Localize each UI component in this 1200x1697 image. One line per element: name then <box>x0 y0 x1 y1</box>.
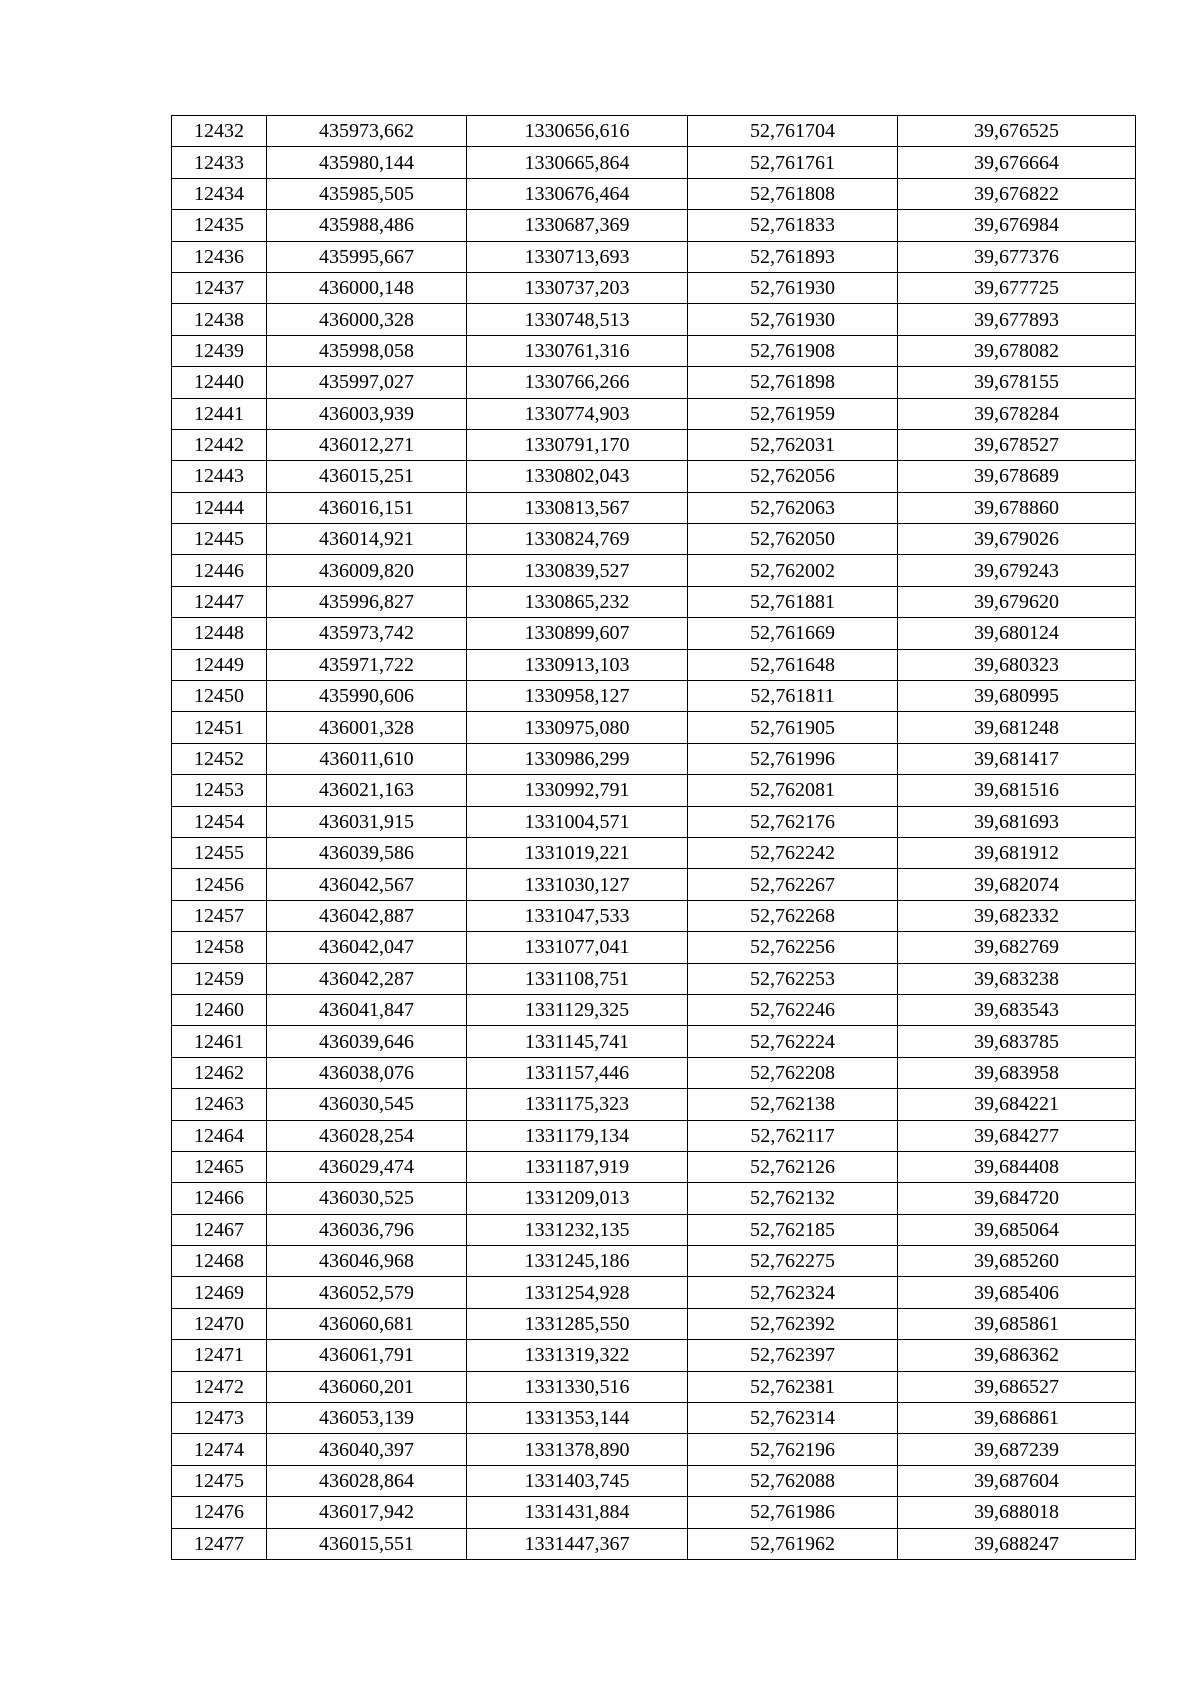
table-row <box>172 367 1136 398</box>
table-row <box>172 524 1136 555</box>
table-row <box>172 555 1136 586</box>
latitude-cell: 52,761962 <box>688 1528 898 1559</box>
table-row <box>172 116 1136 147</box>
x-coordinate-cell: 436042,887 <box>267 900 467 931</box>
y-coordinate-cell: 1330975,080 <box>467 712 688 743</box>
longitude-cell: 39,684408 <box>898 1151 1136 1182</box>
longitude-cell: 39,677725 <box>898 272 1136 303</box>
x-coordinate-cell: 436001,328 <box>267 712 467 743</box>
point-number-cell: 12449 <box>172 649 267 680</box>
point-number-cell: 12464 <box>172 1120 267 1151</box>
x-coordinate-cell: 435997,027 <box>267 367 467 398</box>
table-row <box>172 1214 1136 1245</box>
longitude-cell: 39,678082 <box>898 335 1136 366</box>
point-number-cell: 12467 <box>172 1214 267 1245</box>
longitude-cell: 39,685260 <box>898 1246 1136 1277</box>
latitude-cell: 52,761905 <box>688 712 898 743</box>
longitude-cell: 39,687239 <box>898 1434 1136 1465</box>
point-number-cell: 12442 <box>172 429 267 460</box>
table-row <box>172 649 1136 680</box>
x-coordinate-cell: 436036,796 <box>267 1214 467 1245</box>
point-number-cell: 12445 <box>172 524 267 555</box>
latitude-cell: 52,761833 <box>688 210 898 241</box>
point-number-cell: 12447 <box>172 586 267 617</box>
latitude-cell: 52,762268 <box>688 900 898 931</box>
point-number-cell: 12461 <box>172 1026 267 1057</box>
latitude-cell: 52,761761 <box>688 147 898 178</box>
latitude-cell: 52,762246 <box>688 994 898 1025</box>
x-coordinate-cell: 436011,610 <box>267 743 467 774</box>
x-coordinate-cell: 435973,662 <box>267 116 467 147</box>
latitude-cell: 52,762126 <box>688 1151 898 1182</box>
table-row <box>172 712 1136 743</box>
longitude-cell: 39,676525 <box>898 116 1136 147</box>
longitude-cell: 39,685064 <box>898 1214 1136 1245</box>
y-coordinate-cell: 1330665,864 <box>467 147 688 178</box>
point-number-cell: 12439 <box>172 335 267 366</box>
y-coordinate-cell: 1330899,607 <box>467 618 688 649</box>
longitude-cell: 39,683238 <box>898 963 1136 994</box>
latitude-cell: 52,761959 <box>688 398 898 429</box>
latitude-cell: 52,762275 <box>688 1246 898 1277</box>
y-coordinate-cell: 1330774,903 <box>467 398 688 429</box>
longitude-cell: 39,688018 <box>898 1497 1136 1528</box>
x-coordinate-cell: 435988,486 <box>267 210 467 241</box>
y-coordinate-cell: 1330791,170 <box>467 429 688 460</box>
longitude-cell: 39,676664 <box>898 147 1136 178</box>
longitude-cell: 39,681912 <box>898 837 1136 868</box>
point-number-cell: 12438 <box>172 304 267 335</box>
point-number-cell: 12454 <box>172 806 267 837</box>
latitude-cell: 52,761808 <box>688 178 898 209</box>
y-coordinate-cell: 1330656,616 <box>467 116 688 147</box>
longitude-cell: 39,685861 <box>898 1308 1136 1339</box>
y-coordinate-cell: 1331378,890 <box>467 1434 688 1465</box>
x-coordinate-cell: 436042,567 <box>267 869 467 900</box>
table-row <box>172 1308 1136 1339</box>
latitude-cell: 52,762185 <box>688 1214 898 1245</box>
point-number-cell: 12451 <box>172 712 267 743</box>
point-number-cell: 12435 <box>172 210 267 241</box>
y-coordinate-cell: 1331187,919 <box>467 1151 688 1182</box>
x-coordinate-cell: 436028,254 <box>267 1120 467 1151</box>
latitude-cell: 52,762242 <box>688 837 898 868</box>
latitude-cell: 52,761648 <box>688 649 898 680</box>
longitude-cell: 39,678527 <box>898 429 1136 460</box>
point-number-cell: 12474 <box>172 1434 267 1465</box>
table-row <box>172 1528 1136 1559</box>
x-coordinate-cell: 435990,606 <box>267 681 467 712</box>
longitude-cell: 39,679026 <box>898 524 1136 555</box>
latitude-cell: 52,762031 <box>688 429 898 460</box>
longitude-cell: 39,677376 <box>898 241 1136 272</box>
x-coordinate-cell: 435998,058 <box>267 335 467 366</box>
table-row <box>172 743 1136 774</box>
point-number-cell: 12473 <box>172 1403 267 1434</box>
x-coordinate-cell: 436015,551 <box>267 1528 467 1559</box>
point-number-cell: 12466 <box>172 1183 267 1214</box>
table-row <box>172 304 1136 335</box>
x-coordinate-cell: 436041,847 <box>267 994 467 1025</box>
x-coordinate-cell: 436039,586 <box>267 837 467 868</box>
table-row <box>172 1089 1136 1120</box>
longitude-cell: 39,686861 <box>898 1403 1136 1434</box>
latitude-cell: 52,761704 <box>688 116 898 147</box>
x-coordinate-cell: 436046,968 <box>267 1246 467 1277</box>
table-row <box>172 806 1136 837</box>
x-coordinate-cell: 435995,667 <box>267 241 467 272</box>
latitude-cell: 52,762256 <box>688 932 898 963</box>
table-row <box>172 1183 1136 1214</box>
x-coordinate-cell: 436029,474 <box>267 1151 467 1182</box>
y-coordinate-cell: 1330813,567 <box>467 492 688 523</box>
coordinates-table <box>171 115 1136 1560</box>
point-number-cell: 12433 <box>172 147 267 178</box>
latitude-cell: 52,761811 <box>688 681 898 712</box>
x-coordinate-cell: 436060,681 <box>267 1308 467 1339</box>
x-coordinate-cell: 436017,942 <box>267 1497 467 1528</box>
latitude-cell: 52,762088 <box>688 1465 898 1496</box>
x-coordinate-cell: 435985,505 <box>267 178 467 209</box>
point-number-cell: 12453 <box>172 775 267 806</box>
y-coordinate-cell: 1331030,127 <box>467 869 688 900</box>
latitude-cell: 52,761669 <box>688 618 898 649</box>
latitude-cell: 52,762132 <box>688 1183 898 1214</box>
x-coordinate-cell: 436016,151 <box>267 492 467 523</box>
point-number-cell: 12465 <box>172 1151 267 1182</box>
y-coordinate-cell: 1331004,571 <box>467 806 688 837</box>
point-number-cell: 12469 <box>172 1277 267 1308</box>
y-coordinate-cell: 1331145,741 <box>467 1026 688 1057</box>
table-row <box>172 210 1136 241</box>
latitude-cell: 52,762392 <box>688 1308 898 1339</box>
point-number-cell: 12475 <box>172 1465 267 1496</box>
x-coordinate-cell: 436061,791 <box>267 1340 467 1371</box>
table-row <box>172 1246 1136 1277</box>
table-row <box>172 994 1136 1025</box>
table-row <box>172 1151 1136 1182</box>
x-coordinate-cell: 436042,287 <box>267 963 467 994</box>
y-coordinate-cell: 1331157,446 <box>467 1057 688 1088</box>
y-coordinate-cell: 1330737,203 <box>467 272 688 303</box>
latitude-cell: 52,762063 <box>688 492 898 523</box>
table-row <box>172 1277 1136 1308</box>
y-coordinate-cell: 1331431,884 <box>467 1497 688 1528</box>
x-coordinate-cell: 436000,148 <box>267 272 467 303</box>
longitude-cell: 39,681417 <box>898 743 1136 774</box>
table-row <box>172 429 1136 460</box>
latitude-cell: 52,762324 <box>688 1277 898 1308</box>
latitude-cell: 52,762117 <box>688 1120 898 1151</box>
table-row <box>172 932 1136 963</box>
y-coordinate-cell: 1331047,533 <box>467 900 688 931</box>
longitude-cell: 39,676984 <box>898 210 1136 241</box>
latitude-cell: 52,762208 <box>688 1057 898 1088</box>
y-coordinate-cell: 1330913,103 <box>467 649 688 680</box>
longitude-cell: 39,680995 <box>898 681 1136 712</box>
point-number-cell: 12456 <box>172 869 267 900</box>
x-coordinate-cell: 435996,827 <box>267 586 467 617</box>
latitude-cell: 52,761881 <box>688 586 898 617</box>
point-number-cell: 12440 <box>172 367 267 398</box>
x-coordinate-cell: 435971,722 <box>267 649 467 680</box>
x-coordinate-cell: 436053,139 <box>267 1403 467 1434</box>
y-coordinate-cell: 1330676,464 <box>467 178 688 209</box>
y-coordinate-cell: 1331353,144 <box>467 1403 688 1434</box>
x-coordinate-cell: 436030,545 <box>267 1089 467 1120</box>
longitude-cell: 39,684720 <box>898 1183 1136 1214</box>
x-coordinate-cell: 436038,076 <box>267 1057 467 1088</box>
x-coordinate-cell: 436030,525 <box>267 1183 467 1214</box>
latitude-cell: 52,761908 <box>688 335 898 366</box>
latitude-cell: 52,762381 <box>688 1371 898 1402</box>
table-row <box>172 398 1136 429</box>
longitude-cell: 39,684277 <box>898 1120 1136 1151</box>
x-coordinate-cell: 436021,163 <box>267 775 467 806</box>
x-coordinate-cell: 436039,646 <box>267 1026 467 1057</box>
table-row <box>172 1120 1136 1151</box>
longitude-cell: 39,680124 <box>898 618 1136 649</box>
x-coordinate-cell: 436000,328 <box>267 304 467 335</box>
point-number-cell: 12459 <box>172 963 267 994</box>
table-row <box>172 1434 1136 1465</box>
y-coordinate-cell: 1331254,928 <box>467 1277 688 1308</box>
y-coordinate-cell: 1330992,791 <box>467 775 688 806</box>
latitude-cell: 52,761930 <box>688 304 898 335</box>
y-coordinate-cell: 1330802,043 <box>467 461 688 492</box>
longitude-cell: 39,678155 <box>898 367 1136 398</box>
longitude-cell: 39,682332 <box>898 900 1136 931</box>
x-coordinate-cell: 436009,820 <box>267 555 467 586</box>
longitude-cell: 39,688247 <box>898 1528 1136 1559</box>
table-row <box>172 837 1136 868</box>
x-coordinate-cell: 436014,921 <box>267 524 467 555</box>
latitude-cell: 52,762253 <box>688 963 898 994</box>
table-row <box>172 775 1136 806</box>
latitude-cell: 52,762397 <box>688 1340 898 1371</box>
longitude-cell: 39,684221 <box>898 1089 1136 1120</box>
latitude-cell: 52,762314 <box>688 1403 898 1434</box>
table-row <box>172 1497 1136 1528</box>
point-number-cell: 12450 <box>172 681 267 712</box>
x-coordinate-cell: 436028,864 <box>267 1465 467 1496</box>
longitude-cell: 39,683958 <box>898 1057 1136 1088</box>
y-coordinate-cell: 1330748,513 <box>467 304 688 335</box>
point-number-cell: 12446 <box>172 555 267 586</box>
y-coordinate-cell: 1331245,186 <box>467 1246 688 1277</box>
longitude-cell: 39,681693 <box>898 806 1136 837</box>
point-number-cell: 12455 <box>172 837 267 868</box>
point-number-cell: 12437 <box>172 272 267 303</box>
x-coordinate-cell: 436015,251 <box>267 461 467 492</box>
table-row <box>172 147 1136 178</box>
table-row <box>172 461 1136 492</box>
latitude-cell: 52,762176 <box>688 806 898 837</box>
latitude-cell: 52,761893 <box>688 241 898 272</box>
y-coordinate-cell: 1331330,516 <box>467 1371 688 1402</box>
coordinates-table-body <box>172 116 1136 1560</box>
table-row <box>172 963 1136 994</box>
latitude-cell: 52,762196 <box>688 1434 898 1465</box>
point-number-cell: 12457 <box>172 900 267 931</box>
table-row <box>172 681 1136 712</box>
y-coordinate-cell: 1330865,232 <box>467 586 688 617</box>
x-coordinate-cell: 435980,144 <box>267 147 467 178</box>
table-row <box>172 178 1136 209</box>
point-number-cell: 12472 <box>172 1371 267 1402</box>
table-row <box>172 492 1136 523</box>
y-coordinate-cell: 1331232,135 <box>467 1214 688 1245</box>
x-coordinate-cell: 436052,579 <box>267 1277 467 1308</box>
longitude-cell: 39,686527 <box>898 1371 1136 1402</box>
y-coordinate-cell: 1331077,041 <box>467 932 688 963</box>
x-coordinate-cell: 435973,742 <box>267 618 467 649</box>
table-row <box>172 618 1136 649</box>
point-number-cell: 12432 <box>172 116 267 147</box>
y-coordinate-cell: 1330986,299 <box>467 743 688 774</box>
y-coordinate-cell: 1331319,322 <box>467 1340 688 1371</box>
table-row <box>172 1026 1136 1057</box>
point-number-cell: 12448 <box>172 618 267 649</box>
latitude-cell: 52,762050 <box>688 524 898 555</box>
longitude-cell: 39,682769 <box>898 932 1136 963</box>
x-coordinate-cell: 436040,397 <box>267 1434 467 1465</box>
latitude-cell: 52,762267 <box>688 869 898 900</box>
point-number-cell: 12463 <box>172 1089 267 1120</box>
y-coordinate-cell: 1331209,013 <box>467 1183 688 1214</box>
latitude-cell: 52,762224 <box>688 1026 898 1057</box>
x-coordinate-cell: 436012,271 <box>267 429 467 460</box>
table-row <box>172 1340 1136 1371</box>
table-row <box>172 1465 1136 1496</box>
longitude-cell: 39,679243 <box>898 555 1136 586</box>
latitude-cell: 52,762138 <box>688 1089 898 1120</box>
y-coordinate-cell: 1331447,367 <box>467 1528 688 1559</box>
latitude-cell: 52,761986 <box>688 1497 898 1528</box>
y-coordinate-cell: 1331285,550 <box>467 1308 688 1339</box>
table-row <box>172 335 1136 366</box>
table-row <box>172 1403 1136 1434</box>
y-coordinate-cell: 1330761,316 <box>467 335 688 366</box>
table-row <box>172 900 1136 931</box>
longitude-cell: 39,686362 <box>898 1340 1136 1371</box>
latitude-cell: 52,762002 <box>688 555 898 586</box>
point-number-cell: 12458 <box>172 932 267 963</box>
point-number-cell: 12436 <box>172 241 267 272</box>
point-number-cell: 12468 <box>172 1246 267 1277</box>
y-coordinate-cell: 1331175,323 <box>467 1089 688 1120</box>
longitude-cell: 39,676822 <box>898 178 1136 209</box>
y-coordinate-cell: 1330766,266 <box>467 367 688 398</box>
point-number-cell: 12470 <box>172 1308 267 1339</box>
longitude-cell: 39,683543 <box>898 994 1136 1025</box>
point-number-cell: 12462 <box>172 1057 267 1088</box>
latitude-cell: 52,761930 <box>688 272 898 303</box>
point-number-cell: 12476 <box>172 1497 267 1528</box>
point-number-cell: 12441 <box>172 398 267 429</box>
y-coordinate-cell: 1330687,369 <box>467 210 688 241</box>
longitude-cell: 39,679620 <box>898 586 1136 617</box>
x-coordinate-cell: 436003,939 <box>267 398 467 429</box>
longitude-cell: 39,687604 <box>898 1465 1136 1496</box>
point-number-cell: 12452 <box>172 743 267 774</box>
point-number-cell: 12460 <box>172 994 267 1025</box>
y-coordinate-cell: 1331108,751 <box>467 963 688 994</box>
latitude-cell: 52,761898 <box>688 367 898 398</box>
longitude-cell: 39,678284 <box>898 398 1136 429</box>
x-coordinate-cell: 436060,201 <box>267 1371 467 1402</box>
table-row <box>172 1057 1136 1088</box>
longitude-cell: 39,683785 <box>898 1026 1136 1057</box>
table-row <box>172 869 1136 900</box>
y-coordinate-cell: 1330958,127 <box>467 681 688 712</box>
y-coordinate-cell: 1331403,745 <box>467 1465 688 1496</box>
y-coordinate-cell: 1330824,769 <box>467 524 688 555</box>
table-row <box>172 241 1136 272</box>
y-coordinate-cell: 1330713,693 <box>467 241 688 272</box>
y-coordinate-cell: 1331019,221 <box>467 837 688 868</box>
longitude-cell: 39,678860 <box>898 492 1136 523</box>
y-coordinate-cell: 1331179,134 <box>467 1120 688 1151</box>
latitude-cell: 52,762081 <box>688 775 898 806</box>
longitude-cell: 39,677893 <box>898 304 1136 335</box>
longitude-cell: 39,682074 <box>898 869 1136 900</box>
table-row <box>172 272 1136 303</box>
longitude-cell: 39,678689 <box>898 461 1136 492</box>
point-number-cell: 12444 <box>172 492 267 523</box>
latitude-cell: 52,762056 <box>688 461 898 492</box>
x-coordinate-cell: 436031,915 <box>267 806 467 837</box>
x-coordinate-cell: 436042,047 <box>267 932 467 963</box>
table-row <box>172 586 1136 617</box>
y-coordinate-cell: 1330839,527 <box>467 555 688 586</box>
longitude-cell: 39,685406 <box>898 1277 1136 1308</box>
point-number-cell: 12471 <box>172 1340 267 1371</box>
point-number-cell: 12477 <box>172 1528 267 1559</box>
table-row <box>172 1371 1136 1402</box>
point-number-cell: 12434 <box>172 178 267 209</box>
y-coordinate-cell: 1331129,325 <box>467 994 688 1025</box>
longitude-cell: 39,680323 <box>898 649 1136 680</box>
longitude-cell: 39,681516 <box>898 775 1136 806</box>
point-number-cell: 12443 <box>172 461 267 492</box>
longitude-cell: 39,681248 <box>898 712 1136 743</box>
latitude-cell: 52,761996 <box>688 743 898 774</box>
